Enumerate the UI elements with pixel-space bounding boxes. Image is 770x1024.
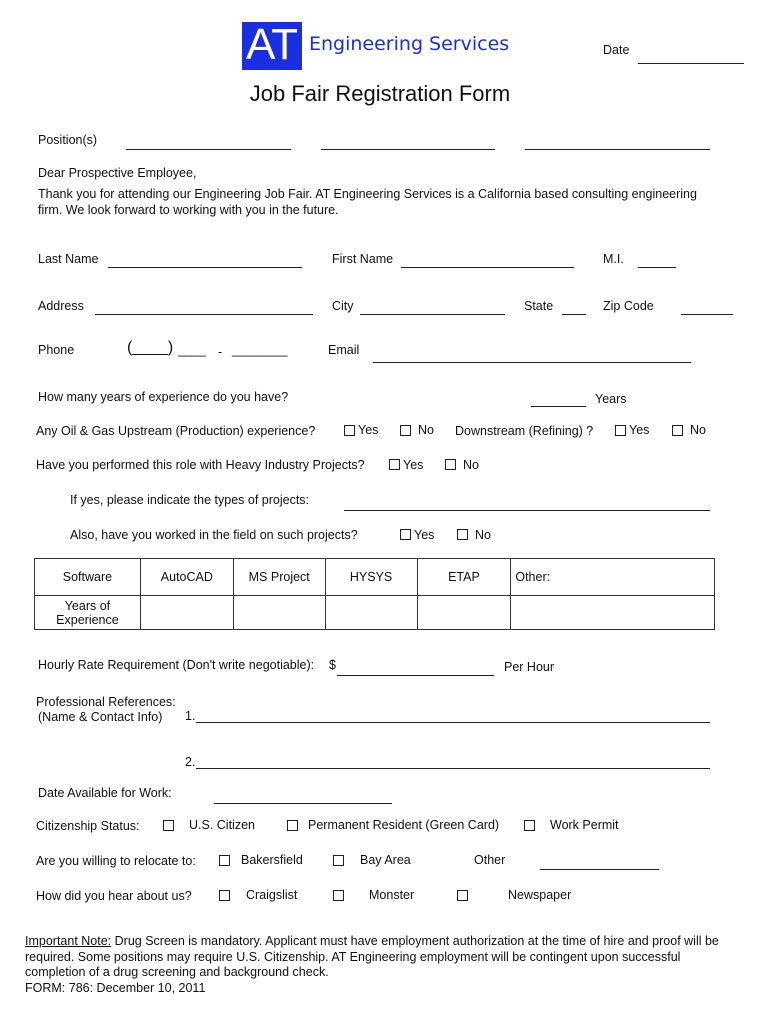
- experience-label: Experience: [56, 612, 119, 627]
- phone-prefix-field[interactable]: ____: [178, 343, 206, 357]
- city-field[interactable]: [360, 314, 505, 315]
- city-label: City: [332, 299, 354, 313]
- craigslist-checkbox[interactable]: [219, 890, 230, 901]
- relocate-other-label: Other: [474, 853, 506, 867]
- bay-area-label: Bay Area: [360, 853, 411, 867]
- email-field[interactable]: [373, 362, 691, 363]
- field-work-yes-label: Yes: [414, 528, 435, 542]
- bakersfield-checkbox[interactable]: [219, 855, 230, 866]
- heavy-industry-no-label: No: [463, 458, 479, 472]
- years-field[interactable]: [531, 406, 586, 407]
- years-of-experience-label: [35, 596, 141, 630]
- date-available-field[interactable]: [214, 803, 392, 804]
- important-note-body: Drug Screen is mandatory. Applicant must have employment authorization at the time of hire and proof will be required. Some positions may require U.S. Citizenship. AT Engineering employment will be contingent upon successful completion of a drug screening and background check.: [25, 934, 719, 979]
- position-field-2[interactable]: [321, 149, 495, 150]
- table-header-row: [35, 559, 715, 596]
- page-title: Job Fair Registration Form: [249, 81, 511, 106]
- mi-field[interactable]: [638, 267, 676, 268]
- last-name-field[interactable]: [108, 267, 302, 268]
- years-label: Years: [595, 392, 627, 406]
- field-work-no-label: No: [475, 528, 491, 542]
- state-label: State: [524, 299, 554, 313]
- address-field[interactable]: [95, 314, 313, 315]
- last-name-label: Last Name: [38, 252, 99, 266]
- references-sublabel: (Name & Contact Info): [38, 710, 163, 724]
- first-name-label: First Name: [332, 252, 394, 266]
- years-question: How many years of experience do you have?: [38, 390, 289, 404]
- relocate-other-field[interactable]: [540, 869, 659, 870]
- table-row: [35, 596, 715, 630]
- hourly-rate-label: Hourly Rate Requirement (Don't write negotiable):: [38, 658, 315, 672]
- important-note-heading: Important Note:: [25, 934, 112, 948]
- work-permit-label: Work Permit: [550, 818, 619, 832]
- phone-line-field[interactable]: ________: [232, 343, 288, 357]
- project-types-field[interactable]: [344, 510, 710, 511]
- work-permit-checkbox[interactable]: [524, 820, 535, 831]
- reference-2-number: 2.: [185, 755, 196, 769]
- zip-field[interactable]: [681, 314, 733, 315]
- us-citizen-checkbox[interactable]: [163, 820, 174, 831]
- greeting-text: Dear Prospective Employee,: [38, 166, 197, 180]
- ms-project-years-cell[interactable]: [233, 596, 325, 630]
- important-note: [25, 934, 737, 996]
- hear-about-label: How did you hear about us?: [36, 889, 192, 903]
- phone-label: Phone: [38, 343, 75, 357]
- hourly-rate-field[interactable]: [337, 675, 494, 676]
- downstream-yes-checkbox[interactable]: [615, 425, 626, 436]
- bakersfield-label: Bakersfield: [241, 853, 303, 867]
- downstream-no-label: No: [690, 423, 706, 437]
- form-number: FORM: 786: December 10, 2011: [25, 980, 206, 995]
- autocad-years-cell[interactable]: [140, 596, 233, 630]
- monster-label: Monster: [369, 888, 415, 902]
- oil-gas-yes-label: Yes: [358, 423, 379, 437]
- phone-area-code-field[interactable]: (____): [127, 339, 174, 356]
- header-autocad: AutoCAD: [140, 559, 233, 596]
- positions-label: Position(s): [38, 133, 98, 147]
- date-label: Date: [603, 43, 630, 57]
- heavy-industry-question: Have you performed this role with Heavy Industry Projects?: [36, 458, 365, 472]
- header-software: Software: [35, 559, 141, 596]
- field-work-yes-checkbox[interactable]: [400, 529, 411, 540]
- dollar-sign: $: [329, 658, 336, 672]
- email-label: Email: [328, 343, 360, 357]
- relocate-label: Are you willing to relocate to:: [36, 854, 196, 868]
- permanent-resident-checkbox[interactable]: [287, 820, 298, 831]
- oil-gas-yes-checkbox[interactable]: [344, 425, 355, 436]
- reference-1-field[interactable]: [196, 722, 710, 723]
- references-label: Professional References:: [36, 695, 176, 709]
- newspaper-label: Newspaper: [508, 888, 572, 902]
- oil-gas-no-label: No: [418, 423, 434, 437]
- reference-1-number: 1.: [185, 709, 196, 723]
- header-ms-project: MS Project: [233, 559, 325, 596]
- field-work-question: Also, have you worked in the field on such projects?: [70, 528, 358, 542]
- other-years-cell[interactable]: [511, 596, 715, 630]
- header-other: Other:: [511, 559, 715, 596]
- intro-line-1: Thank you for attending our Engineering Job Fair. AT Engineering Services is a California based consulting engineering: [38, 187, 697, 201]
- position-field-3[interactable]: [525, 149, 710, 150]
- oil-gas-question: Any Oil & Gas Upstream (Production) experience?: [36, 424, 316, 438]
- monster-checkbox[interactable]: [333, 890, 344, 901]
- downstream-yes-label: Yes: [629, 423, 650, 437]
- mi-label: M.I.: [603, 252, 624, 266]
- address-label: Address: [38, 299, 84, 313]
- oil-gas-no-checkbox[interactable]: [400, 425, 411, 436]
- intro-line-2: firm. We look forward to working with you in the future.: [38, 203, 339, 217]
- header-etap: ETAP: [417, 559, 511, 596]
- us-citizen-label: U.S. Citizen: [189, 818, 255, 832]
- project-types-question: If yes, please indicate the types of projects:: [70, 493, 310, 507]
- etap-years-cell[interactable]: [417, 596, 511, 630]
- software-experience-table: [34, 558, 715, 630]
- state-field[interactable]: [562, 314, 586, 315]
- per-hour-label: Per Hour: [504, 660, 555, 674]
- years-of-label: Years of: [64, 598, 111, 613]
- bay-area-checkbox[interactable]: [333, 855, 344, 866]
- date-field[interactable]: [638, 63, 744, 64]
- date-available-label: Date Available for Work:: [38, 786, 172, 800]
- heavy-industry-yes-checkbox[interactable]: [389, 459, 400, 470]
- position-field-1[interactable]: [126, 149, 291, 150]
- field-work-no-checkbox[interactable]: [457, 529, 468, 540]
- logo-company-name: Engineering Services: [309, 33, 510, 55]
- permanent-resident-label: Permanent Resident (Green Card): [308, 818, 500, 832]
- craigslist-label: Craigslist: [246, 888, 298, 902]
- heavy-industry-no-checkbox[interactable]: [445, 459, 456, 470]
- logo-at-text: AT: [246, 20, 297, 69]
- heavy-industry-yes-label: Yes: [403, 458, 424, 472]
- first-name-field[interactable]: [401, 267, 574, 268]
- hysys-years-cell[interactable]: [325, 596, 417, 630]
- zip-label: Zip Code: [603, 299, 654, 313]
- newspaper-checkbox[interactable]: [457, 890, 468, 901]
- header-hysys: HYSYS: [325, 559, 417, 596]
- phone-dash: -: [218, 345, 223, 359]
- reference-2-field[interactable]: [196, 768, 710, 769]
- downstream-question: Downstream (Refining) ?: [455, 424, 594, 438]
- downstream-no-checkbox[interactable]: [672, 425, 683, 436]
- citizenship-label: Citizenship Status:: [36, 819, 140, 833]
